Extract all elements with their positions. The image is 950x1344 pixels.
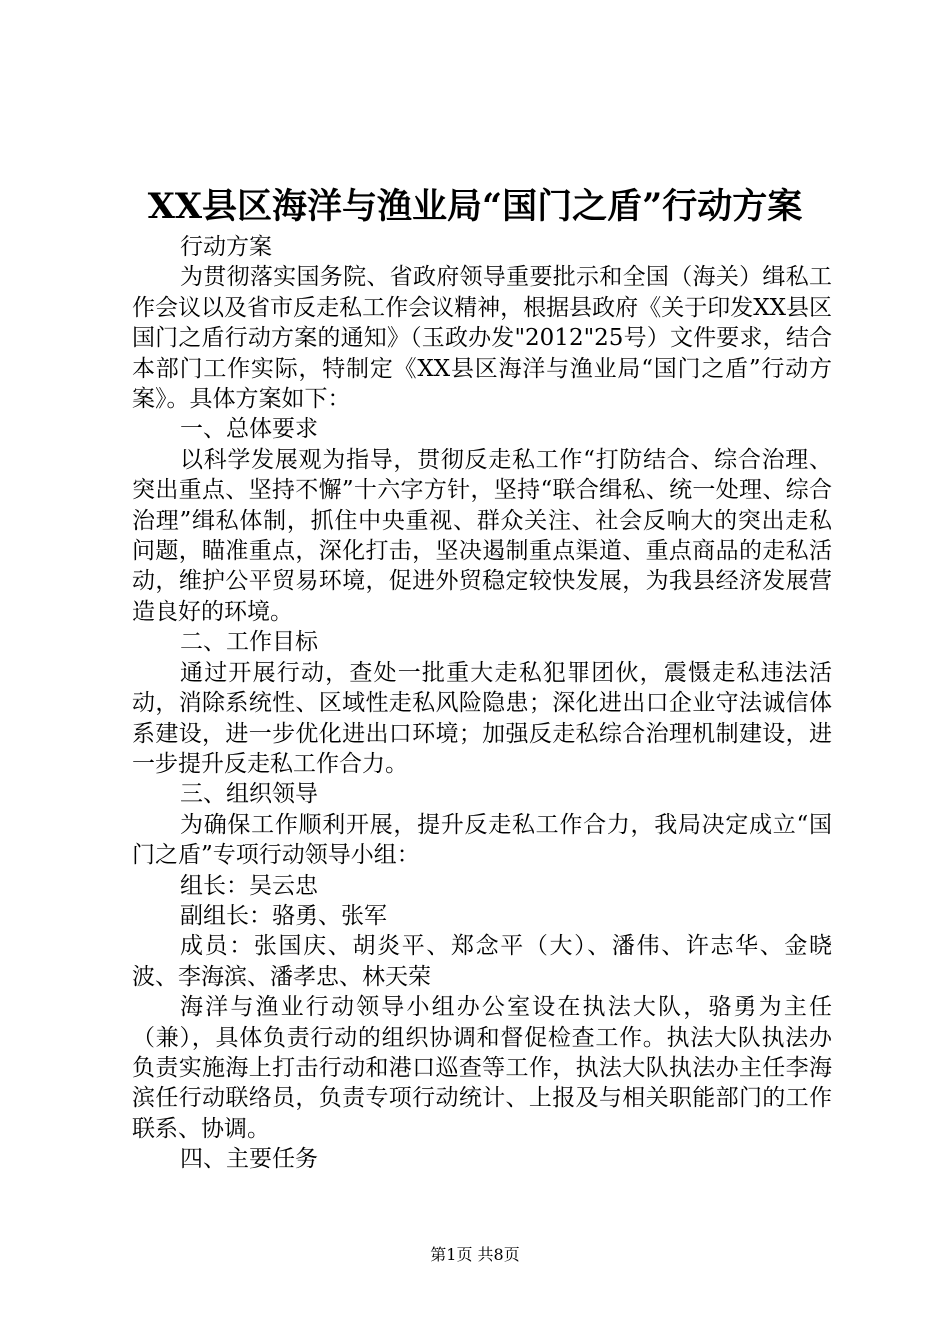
paragraph: 组长：吴云忠 bbox=[180, 872, 318, 899]
paragraph: 海洋与渔业行动领导小组办公室设在执法大队，骆勇为主任（兼），具体负责行动的组织协调和督促检查工作。执法大队执法办负责实施海上打击行动和港口巡查等工作，执法大队执法办主任李海滨任行动联络员，负责专项行动统计、上报及与相关职能部门的工作联系、协调。 bbox=[132, 994, 832, 1142]
section-heading: 二、工作目标 bbox=[180, 629, 318, 656]
paragraph: 通过开展行动，查处一批重大走私犯罪团伙，震慑走私违法活动，消除系统性、区域性走私风险隐患；深化进出口企业守法诚信体系建设，进一步优化进出口环境；加强反走私综合治理机制建设，进一步提升反走私工作合力。 bbox=[132, 659, 832, 777]
paragraph: 副组长：骆勇、张军 bbox=[180, 902, 387, 929]
document-title: XX县区海洋与渔业局“国门之盾”行动方案 bbox=[147, 186, 803, 227]
section-heading: 三、组织领导 bbox=[180, 781, 318, 808]
paragraph: 行动方案 bbox=[180, 234, 272, 260]
paragraph: 为确保工作顺利开展，提升反走私工作合力，我局决定成立“国门之盾”专项行动领导小组： bbox=[132, 811, 832, 869]
paragraph: 以科学发展观为指导，贯彻反走私工作“打防结合、综合治理、突出重点、坚持不懈”十六字方针，坚持“联合缉私、统一处理、综合治理”缉私体制，抓住中央重视、群众关注、社会反响大的突出走私问题，瞄准重点，深化打击，坚决遏制重点渠道、重点商品的走私活动，维护公平贸易环境，促进外贸稳定较快发展，为我县经济发展营造良好的环境。 bbox=[132, 446, 832, 625]
paragraph: 成员：张国庆、胡炎平、郑念平（大）、潘伟、许志华、金晓波、李海滨、潘孝忠、林天荣 bbox=[132, 933, 832, 990]
section-heading: 四、主要任务 bbox=[180, 1146, 318, 1173]
paragraph: 为贯彻落实国务院、省政府领导重要批示和全国（海关）缉私工作会议以及省市反走私工作会议精神，根据县政府《关于印发XX县区国门之盾行动方案的通知》（玉政办发"2012"25号）文件要求，结合本部门工作实际，特制定《XX县区海洋与渔业局“国门之盾”行动方案》。具体方案如下： bbox=[132, 264, 832, 413]
page-footer: 第1页 共8页 bbox=[430, 1245, 520, 1264]
section-heading: 一、总体要求 bbox=[180, 416, 318, 443]
document-body bbox=[132, 232, 832, 1175]
